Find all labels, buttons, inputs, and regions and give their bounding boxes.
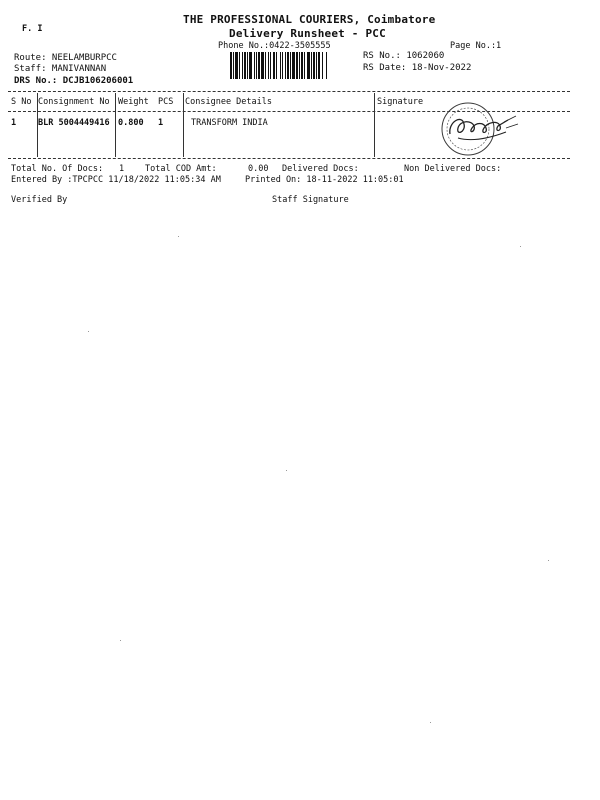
col-divider-3 — [183, 93, 184, 157]
staff-signature: Staff Signature — [272, 195, 349, 205]
scan-speck — [430, 722, 431, 723]
non-delivered-docs-label: Non Delivered Docs: — [404, 164, 502, 174]
header-weight: Weight — [118, 97, 149, 107]
header-consignment: Consignment No — [38, 97, 110, 107]
row-consignment: BLR 5004449416 — [38, 118, 110, 128]
printed-on: Printed On: 18-11-2022 11:05:01 — [245, 175, 404, 185]
route-label: Route: NEELAMBURPCC — [14, 53, 117, 63]
total-cod-label: Total COD Amt: — [145, 164, 217, 174]
entered-by: Entered By :TPCPCC 11/18/2022 11:05:34 AM — [11, 175, 221, 185]
rs-date: RS Date: 18-Nov-2022 — [363, 63, 472, 73]
header-consignee: Consignee Details — [185, 97, 272, 107]
barcode-icon — [230, 52, 328, 79]
scan-speck — [120, 640, 121, 641]
rs-number: RS No.: 1062060 — [363, 51, 445, 61]
header-pcs: PCS — [158, 97, 174, 107]
col-divider-2 — [115, 93, 116, 157]
row-weight: 0.800 — [118, 118, 144, 128]
total-docs-value: 1 — [119, 164, 125, 174]
total-cod-value: 0.00 — [248, 164, 269, 174]
drs-number: DRS No.: DCJB106206001 — [14, 76, 134, 86]
header-sno: S No — [11, 97, 32, 107]
page-number: Page No.:1 — [450, 41, 502, 51]
row-consignee: TRANSFORM INDIA — [191, 118, 268, 128]
total-docs-label: Total No. Of Docs: — [11, 164, 104, 174]
row-sno: 1 — [11, 118, 17, 128]
staff-label: Staff: MANIVANNAN — [14, 64, 107, 74]
scan-speck — [178, 236, 179, 237]
col-divider-4 — [374, 93, 375, 157]
phone-number: Phone No.:0422-3505555 — [218, 41, 331, 51]
scan-speck — [88, 331, 89, 332]
header-signature: Signature — [377, 97, 424, 107]
scan-speck — [286, 470, 287, 471]
runsheet-subtitle: Delivery Runsheet - PCC — [229, 27, 386, 40]
scan-speck — [520, 246, 521, 247]
signature-stamp-icon — [428, 98, 524, 160]
verified-by: Verified By — [11, 195, 68, 205]
company-title: THE PROFESSIONAL COURIERS, Coimbatore — [183, 13, 436, 26]
delivered-docs-label: Delivered Docs: — [282, 164, 359, 174]
row-pcs: 1 — [158, 118, 164, 128]
scan-speck — [548, 560, 549, 561]
table-top-rule — [8, 91, 570, 92]
corner-mark: F. I — [22, 24, 43, 34]
